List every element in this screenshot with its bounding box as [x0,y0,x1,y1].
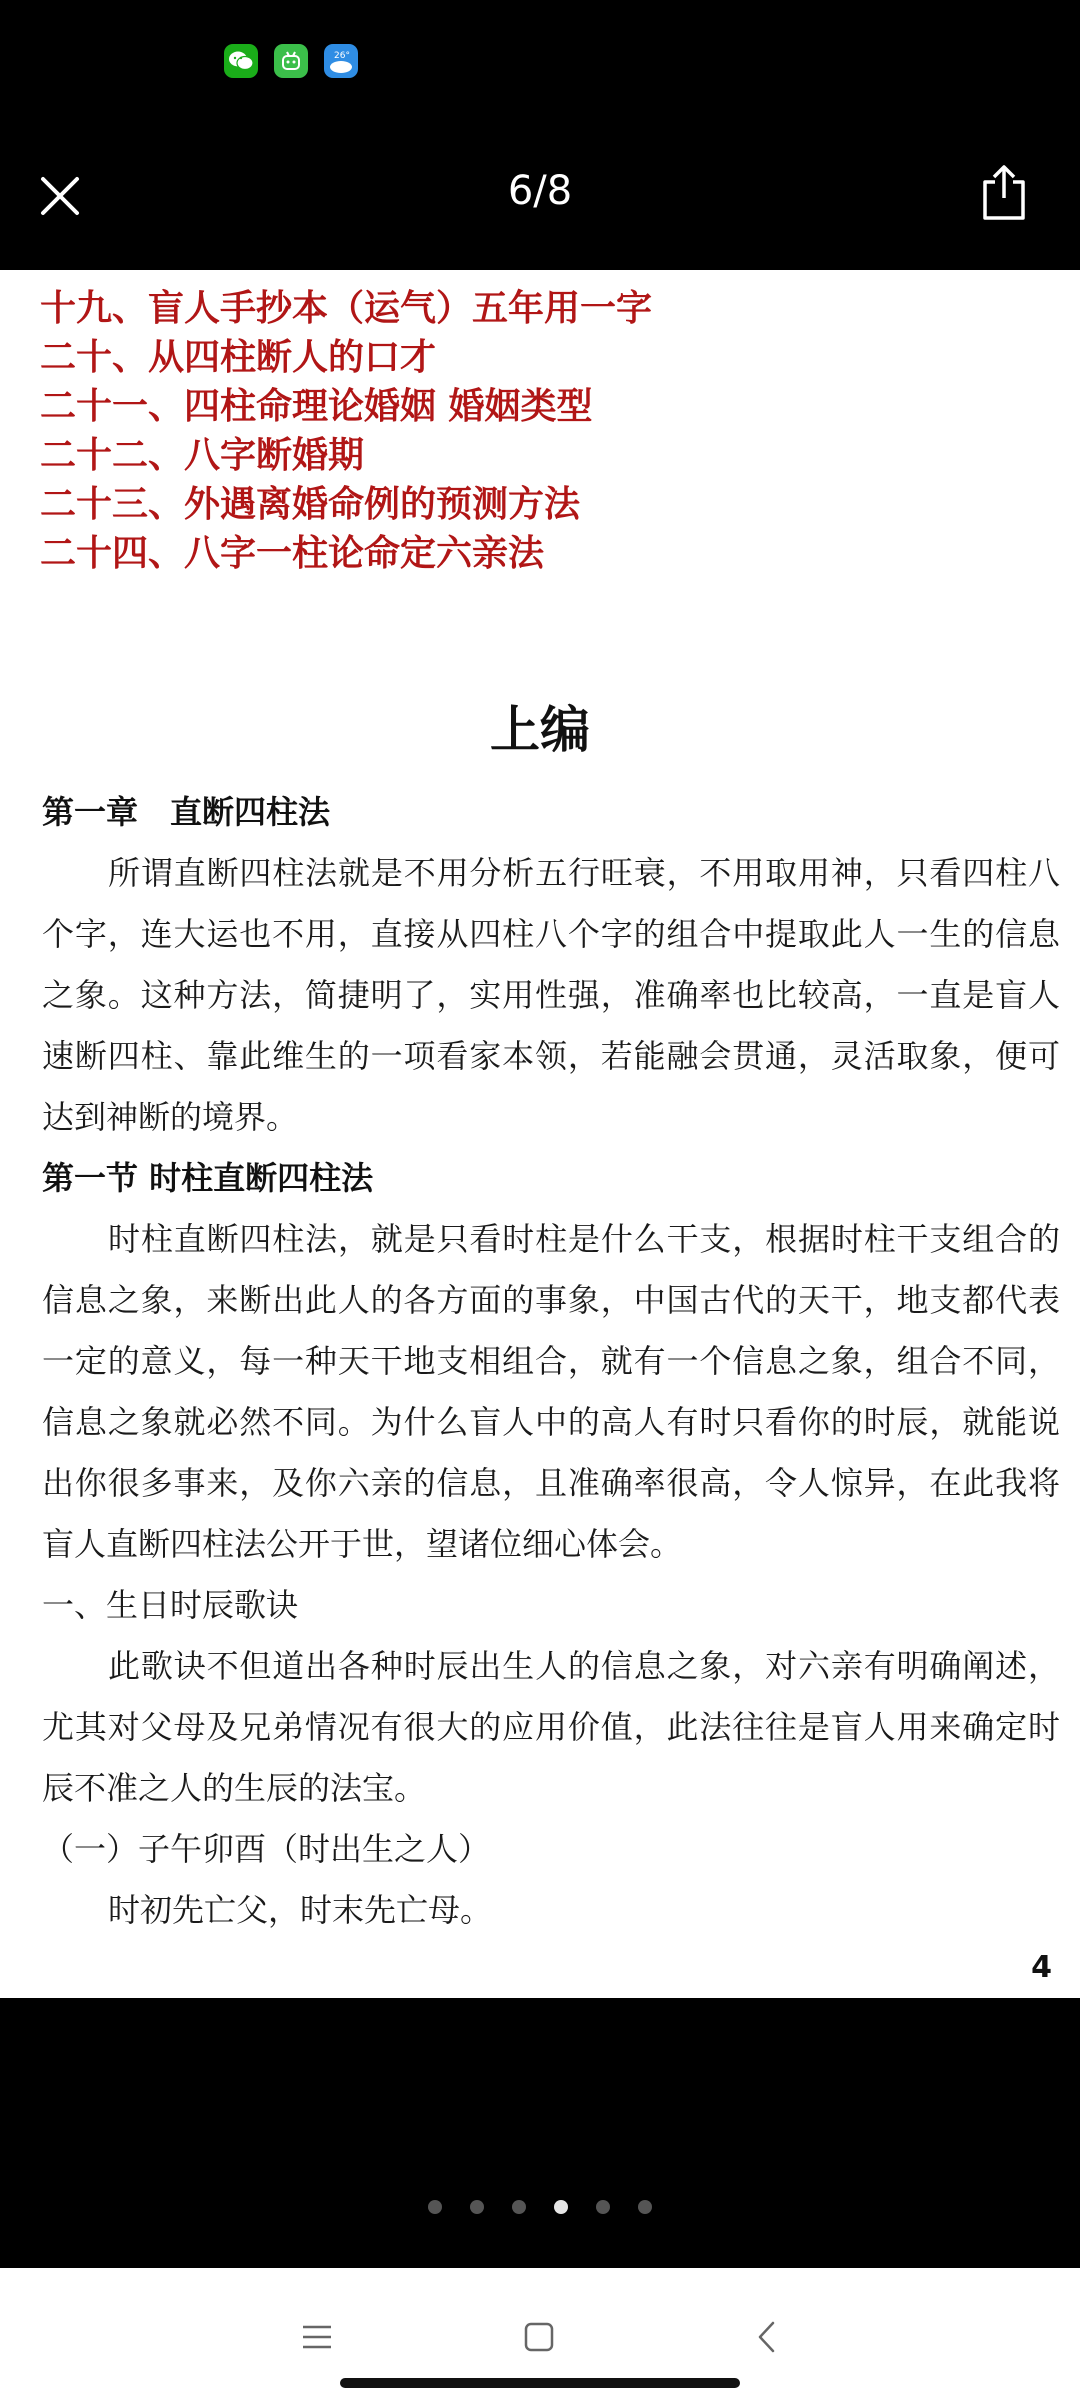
paragraph-line: 达到神断的境界。 [42,1098,299,1136]
status-bar [0,0,1080,120]
paragraph-line: 时柱直断四柱法，就是只看时柱是什么干支，根据时柱干支组合的 [108,1220,1060,1258]
system-nav-bar [0,2268,1080,2400]
paragraph-line: 个字，连大运也不用，直接从四柱八个字的组合中提取此人一生的信息 [42,915,1060,953]
weather-icon [324,44,358,78]
toc-item: 二十三、外遇离婚命例的预测方法 [40,483,581,525]
paragraph-line: 出你很多事来，及你六亲的信息，且准确率很高，令人惊异，在此我将 [42,1464,1060,1502]
image-pager-dots[interactable] [0,2200,1080,2220]
home-indicator[interactable] [340,2378,740,2388]
toc-item: 二十二、八字断婚期 [40,434,365,476]
toc-item: 十九、盲人手抄本（运气）五年用一字 [40,287,653,329]
paragraph-line: 所谓直断四柱法就是不用分析五行旺衰，不用取用神，只看四柱八 [108,854,1060,892]
paragraph-line: 尤其对父母及兄弟情况有很大的应用价值，此法往往是盲人用来确定时 [42,1708,1060,1746]
page-counter: 6/8 [507,168,573,214]
android-robot-icon [274,44,308,78]
wechat-icon [224,44,258,78]
toc-item: 二十一、四柱命理论婚姻 婚姻类型 [40,385,593,427]
home-square-icon[interactable] [514,2312,564,2362]
section-heading: 第一节 时柱直断四柱法 [42,1159,374,1197]
share-icon[interactable] [974,158,1034,228]
menu-icon[interactable] [292,2312,342,2362]
paragraph-line: 盲人直断四柱法公开于世，望诸位细心体会。 [42,1525,683,1563]
toc-item: 二十四、八字一柱论命定六亲法 [40,532,545,574]
back-chevron-icon[interactable] [742,2312,792,2362]
paragraph-line: 时初先亡父，时末先亡母。 [108,1891,493,1929]
paragraph-line: 速断四柱、靠此维生的一项看家本领，若能融会贯通，灵活取象，便可 [42,1037,1060,1075]
pager-dot-active[interactable] [554,2200,568,2214]
weather-temp: 26° [334,51,350,61]
body-text [42,782,1060,1941]
toc-item: 二十、从四柱断人的口才 [40,336,437,378]
toc-list [40,284,652,578]
paragraph-line: 信息之象就必然不同。为什么盲人中的高人有时只看你的时辰，就能说 [42,1403,1060,1441]
paragraph-line: 信息之象，来断出此人的各方面的事象，中国古代的天干，地支都代表 [42,1281,1060,1319]
sub-heading: 一、生日时辰歌诀 [42,1586,299,1624]
pager-dot[interactable] [512,2200,526,2214]
item-heading: （一）子午卯酉（时出生之人） [42,1830,491,1868]
paragraph-line: 一定的意义，每一种天干地支相组合，就有一个信息之象，组合不同， [42,1342,1060,1380]
pager-dot[interactable] [428,2200,442,2214]
pager-dot[interactable] [638,2200,652,2214]
paragraph-line: 此歌诀不但道出各种时辰出生人的信息之象，对六亲有明确阐述， [108,1647,1060,1685]
chapter-heading: 第一章 直断四柱法 [42,793,331,831]
page-number: 4 [1031,1950,1052,1985]
part-title: 上编 [490,700,590,759]
pager-dot[interactable] [470,2200,484,2214]
pager-dot[interactable] [596,2200,610,2214]
document-page[interactable] [0,270,1080,1998]
paragraph-line: 之象。这种方法，简捷明了，实用性强，准确率也比较高，一直是盲人 [42,976,1060,1014]
paragraph-line: 辰不准之人的生辰的法宝。 [42,1769,427,1807]
viewer-top-bar [0,120,1080,270]
